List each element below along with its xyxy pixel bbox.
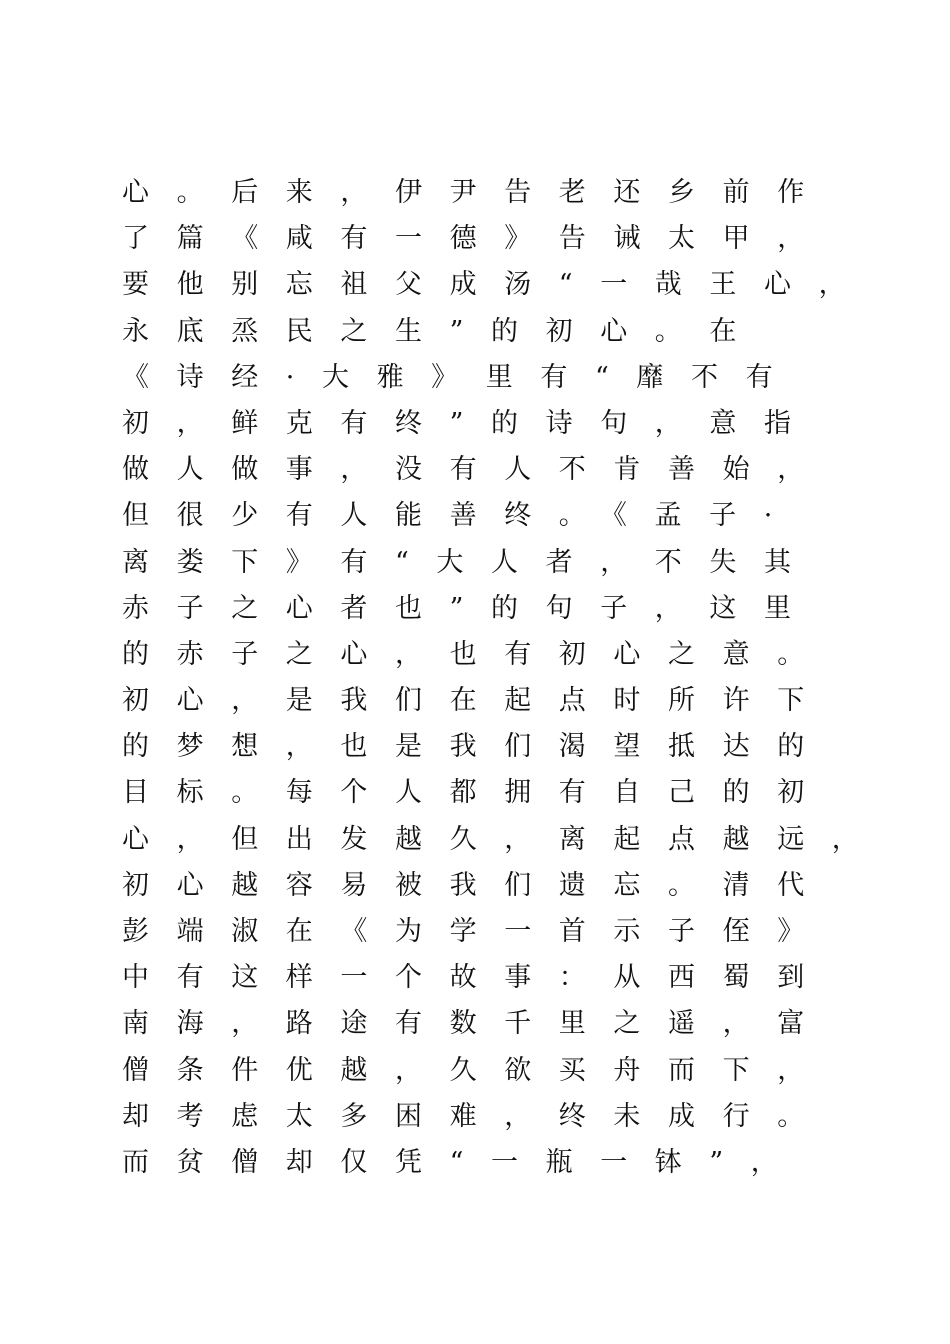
text-line-6: 初，鲜克有终”的诗句，意指 <box>122 407 819 439</box>
text-line-18: 中有这样一个故事：从西蜀到 <box>122 962 832 994</box>
text-line-19: 南海，路途有数千里之遥，富 <box>122 1008 832 1040</box>
text-line-16: 初心越容易被我们遗忘。清代 <box>122 869 832 901</box>
text-line-11: 的赤子之心，也有初心之意。 <box>122 638 832 670</box>
text-line-7: 做人做事，没有人不肯善始， <box>122 454 832 486</box>
text-line-5: 《诗经·大雅》里有“靡不有 <box>122 361 801 393</box>
text-line-12: 初心，是我们在起点时所许下 <box>122 685 832 717</box>
text-line-21: 却考虑太多困难，终未成行。 <box>122 1100 832 1132</box>
text-line-8: 但很少有人能善终。《孟子· <box>122 500 800 532</box>
text-line-4: 永底烝民之生”的初心。在 <box>122 315 765 347</box>
body-text <box>122 170 887 1186</box>
text-line-17: 彭端淑在《为学一首示子侄》 <box>122 916 832 947</box>
text-line-20: 僧条件优越，久欲买舟而下， <box>122 1054 832 1086</box>
text-line-3: 要他别忘祖父成汤“一哉王心， <box>122 269 874 301</box>
text-line-14: 目标。每个人都拥有自己的初 <box>122 777 832 809</box>
text-line-10: 赤子之心者也”的句子，这里 <box>122 592 819 624</box>
text-line-9: 离娄下》有“大人者，不失其 <box>122 546 819 578</box>
text-line-2: 了篇《咸有一德》告诫太甲， <box>122 223 832 255</box>
text-line-13: 的梦想，也是我们渴望抵达的 <box>122 731 832 763</box>
text-line-15: 心，但出发越久，离起点越远， <box>122 823 887 855</box>
text-line-22: 而贫僧却仅凭“一瓶一钵”， <box>122 1146 806 1178</box>
text-line-1: 心。后来，伊尹告老还乡前作 <box>122 177 832 208</box>
